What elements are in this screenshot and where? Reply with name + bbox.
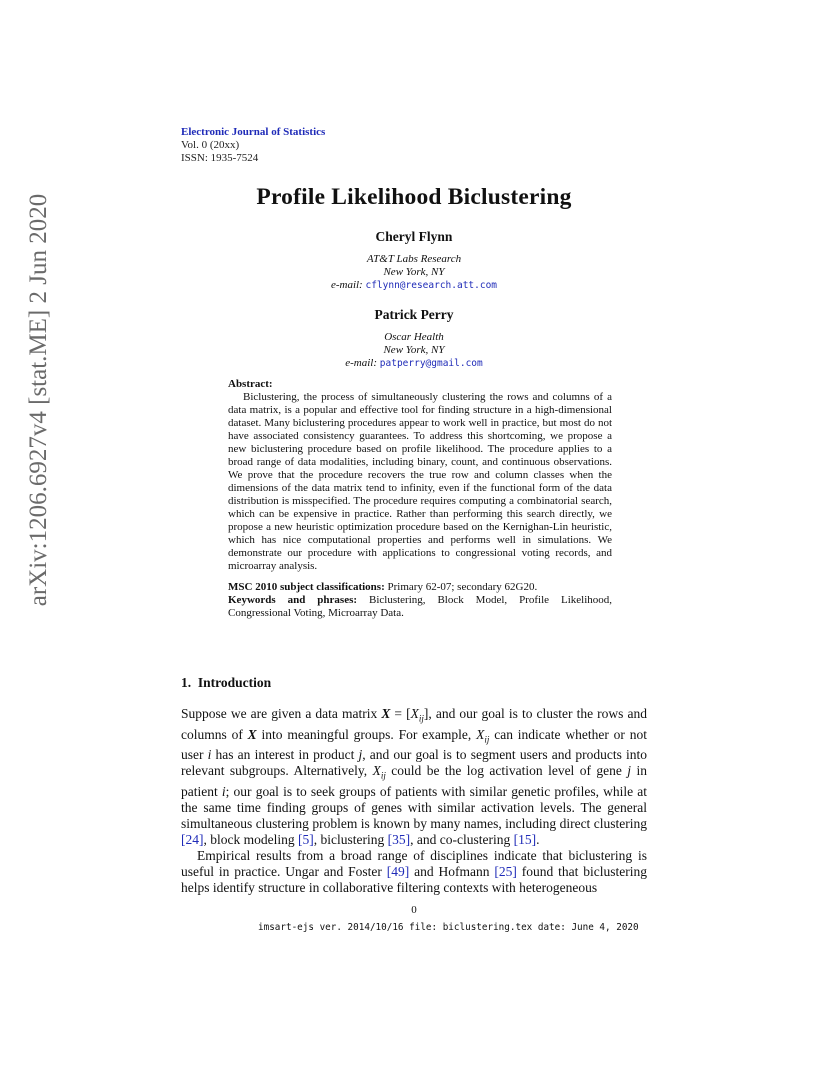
journal-name[interactable]: Electronic Journal of Statistics — [181, 126, 326, 138]
keywords — [228, 594, 612, 620]
msc-classification — [228, 581, 612, 594]
author-name: Patrick Perry — [374, 307, 454, 322]
abstract-text: Biclustering, the process of simultaneously clustering the rows and columns of a data matrix, is a popular and effective tool for finding structure in a high-dimensional dataset. Many biclustering procedures appear to work well in practice, but most do not have associated consistency guarantees. To address this shortcoming, we propose a new biclustering procedure based on profile likelihood. The procedure applies to a broad range of data modalities, including binary, count, and continuous observations. We prove that the procedure recovers the true row and column classes when the dimensions of the data matrix tend to infinity, even if the functional form of the data distribution is misspecified. The procedure requires computing a combinatorial search, which can be expensive in practice. Rather than performing this search directly, we propose a new heuristic optimization procedure based on the Kernighan-Lin heuristic, which has nice computational properties and performs well in simulations. We demonstrate our procedure with applications to congressional voting records, and microarray analysis. — [228, 391, 612, 572]
author-block-2 — [0, 307, 828, 370]
introduction-body — [181, 706, 647, 896]
email-label: e-mail: — [330, 279, 363, 291]
author-email-link[interactable]: cflynn@research.att.com — [365, 280, 498, 291]
author-email-line — [0, 357, 828, 370]
abstract-heading: Abstract: — [228, 378, 273, 390]
arxiv-stamp-text: arXiv:1206.6927v4 [stat.ME] 2 Jun 2020 — [25, 193, 52, 607]
msc-value: Primary 62-07; secondary 62G20. — [387, 581, 538, 593]
citation-link[interactable]: [25] — [494, 864, 517, 880]
journal-issn: ISSN: 1935-7524 — [181, 152, 259, 164]
page-number: 0 — [411, 904, 417, 916]
email-label: e-mail: — [345, 357, 378, 369]
author-affiliation: AT&T Labs Research — [366, 253, 462, 265]
citation-link[interactable]: [15] — [513, 832, 537, 848]
page-footer: imsart-ejs ver. 2014/10/16 file: biclustering.tex date: June 4, 2020 — [258, 922, 639, 933]
section-number: 1. — [181, 675, 192, 690]
author-name: Cheryl Flynn — [375, 229, 453, 244]
paper-title: Profile Likelihood Biclustering — [256, 184, 572, 210]
citation-link[interactable]: [49] — [386, 864, 410, 880]
abstract-block — [228, 378, 612, 620]
author-location: New York, NY — [383, 266, 445, 278]
journal-header — [181, 126, 325, 165]
msc-label: MSC 2010 subject classifications: — [228, 581, 385, 593]
keywords-label: Keywords and phrases: — [228, 594, 358, 606]
section-heading — [181, 675, 271, 691]
author-email-link[interactable]: patperry@gmail.com — [379, 358, 483, 369]
intro-paragraph-2: Empirical results from a broad range of disciplines indicate that biclustering is useful in practice. Ungar and Foster [49] and Hofmann [25] found that biclustering helps identify structure in collaborative filtering contexts with heterogeneous — [181, 848, 647, 896]
author-block-1 — [0, 229, 828, 292]
arxiv-stamp — [17, 30, 57, 770]
author-location: New York, NY — [383, 344, 445, 356]
journal-volume: Vol. 0 (20xx) — [181, 139, 240, 151]
citation-link[interactable]: [35] — [387, 832, 411, 848]
citation-link[interactable]: [5] — [298, 832, 314, 848]
section-title: Introduction — [197, 675, 272, 690]
keywords-value: Biclustering, Block Model, Profile Likelihood, Congressional Voting, Microarray Data. — [228, 594, 613, 619]
intro-paragraph-1: Suppose we are given a data matrix $X = [X_{ij}]$, and our goal is to cluster the rows and columns of X into meaningful groups. For example, $X_{ij}$ can indicate whether or not user i has an interest in product j, and our goal is to segment users and products into relevant subgroups. Alternatively, $X_{ij}$ could be the log activation level of gene j in patient i; our goal is to seek groups of patients with similar genetic profiles, while at the same time finding groups of genes with similar activation levels. The general simultaneous clustering problem is known by many names, including direct clustering [24], block modeling [5], biclustering [35], and co-clustering [15]. — [181, 706, 648, 848]
author-email-line — [0, 279, 828, 292]
author-affiliation: Oscar Health — [384, 331, 444, 343]
citation-link[interactable]: [24] — [181, 832, 204, 848]
